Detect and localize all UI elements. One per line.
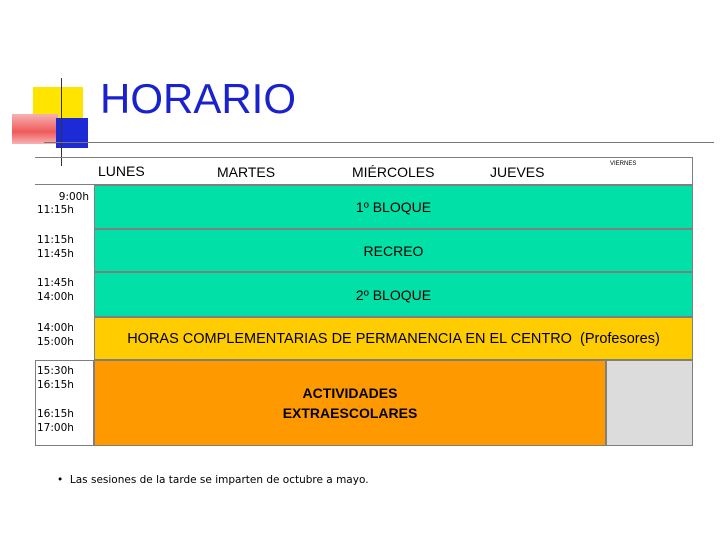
day-header-monday: LUNES	[98, 163, 145, 179]
time-end: 15:00h	[37, 336, 74, 348]
block-1-label: 1º BLOQUE	[355, 199, 432, 215]
time-column-border	[35, 360, 94, 446]
time-slot-2	[37, 233, 74, 261]
time-start: 11:45h	[37, 277, 74, 289]
day-header-thursday: JUEVES	[490, 164, 545, 180]
decorative-red-bar	[12, 114, 58, 144]
extracurricular-label-line1: ACTIVIDADES	[302, 385, 398, 401]
time-slot-1	[35, 190, 89, 204]
time-start: 11:15h	[37, 234, 74, 246]
extracurricular-block	[94, 360, 606, 446]
friday-empty-block	[606, 360, 693, 446]
day-header-tuesday: MARTES	[217, 164, 276, 180]
title-underline	[44, 142, 714, 143]
complementary-hours-block	[94, 317, 693, 360]
day-header-wednesday: MIÉRCOLES	[352, 164, 435, 180]
time-end: 16:15h	[37, 379, 74, 391]
footnote	[57, 474, 369, 486]
day-header-friday: VIERNES	[610, 161, 637, 167]
extracurricular-label-line2: EXTRAESCOLARES	[282, 405, 418, 421]
time-end: 17:00h	[37, 422, 74, 434]
time-slot-4	[37, 321, 74, 349]
time-slot-3	[37, 276, 74, 304]
block-1	[94, 185, 693, 229]
time-start: 15:30h	[37, 365, 74, 377]
decorative-vertical-line	[61, 78, 62, 166]
schedule-table	[35, 157, 693, 446]
time-start: 14:00h	[37, 322, 74, 334]
time-start: 9:00h	[58, 191, 89, 203]
time-end: 14:00h	[37, 291, 74, 303]
recess-block	[94, 229, 693, 272]
page-title: HORARIO	[100, 75, 297, 122]
block-2-label: 2º BLOQUE	[355, 286, 432, 303]
time-slot-1-end: 11:15h	[37, 204, 74, 216]
time-start: 16:15h	[37, 408, 74, 420]
footnote-text: Las sesiones de la tarde se imparten de octubre a mayo.	[69, 474, 369, 486]
recess-label: RECREO	[363, 242, 424, 259]
time-end: 11:45h	[37, 248, 74, 260]
complementary-hours-label: HORAS COMPLEMENTARIAS DE PERMANENCIA EN EL CENTRO (Profesores)	[127, 330, 660, 347]
bullet-icon: •	[57, 474, 70, 486]
block-2	[94, 272, 693, 317]
